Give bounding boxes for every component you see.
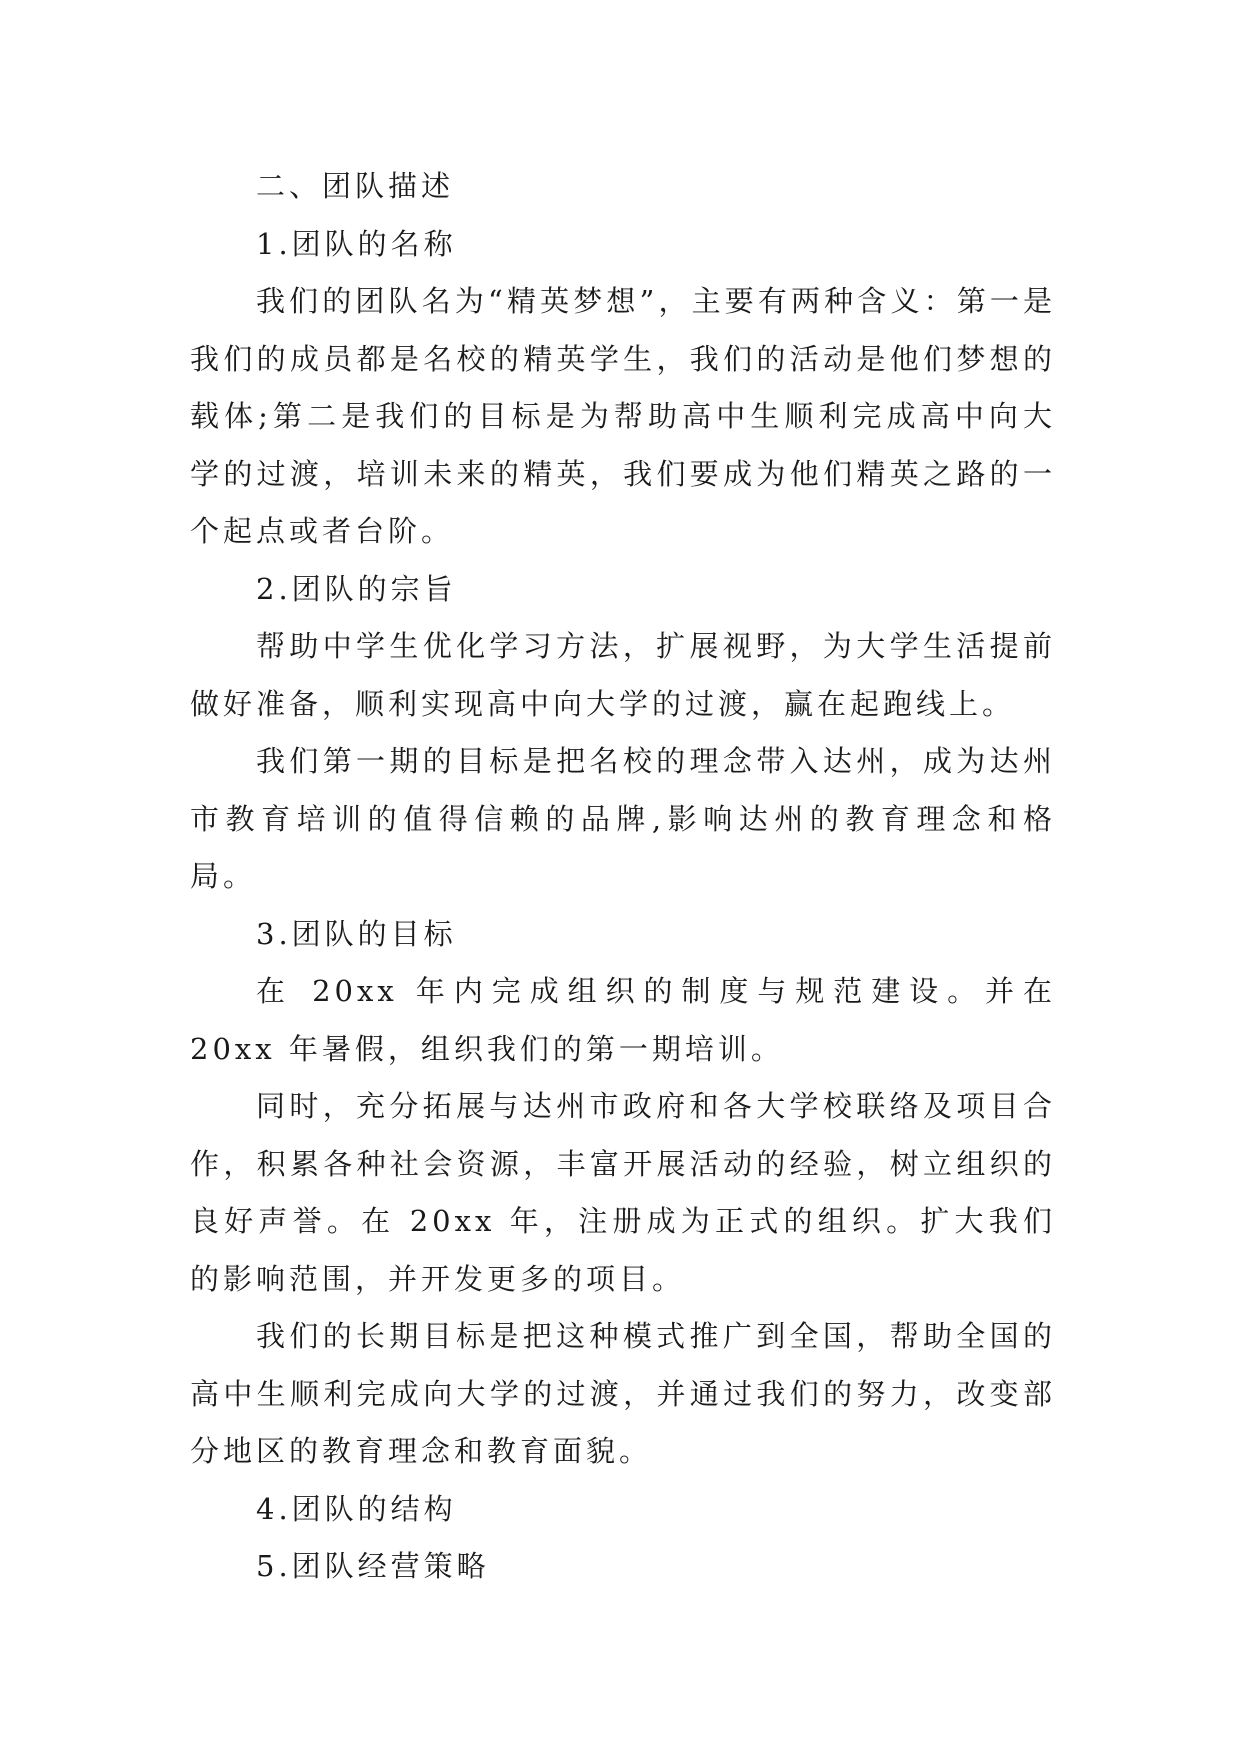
subsection-heading: 1.团队的名称	[256, 226, 457, 261]
subsection-heading: 2.团队的宗旨	[256, 571, 457, 606]
subsection-heading: 5.团队经营策略	[256, 1549, 490, 1583]
body-paragraph: 帮助中学生优化学习方法，扩展视野，为大学生活提前做好准备，顺利实现高中向大学的过渡，赢在起跑线上。	[190, 629, 1056, 721]
body-paragraph: 我们的团队名为“精英梦想”，主要有两种含义：第一是我们的成员都是名校的精英学生，我们的活动是他们梦想的载体;第二是我们的目标是为帮助高中生顺利完成高中向大学的过渡，培训未来的精英，我们要成为他们精英之路的一个起点或者台阶。	[190, 284, 1056, 548]
section-heading: 二、团队描述	[256, 169, 455, 203]
subsection-heading: 3.团队的目标	[256, 916, 457, 951]
body-paragraph: 同时，充分拓展与达州市政府和各大学校联络及项目合作，积累各种社会资源，丰富开展活动的经验，树立组织的良好声誉。在 20xx 年，注册成为正式的组织。扩大我们的影响范围，并开发更多的项目。	[190, 1089, 1056, 1296]
document-body	[190, 158, 1056, 1596]
body-paragraph: 我们的长期目标是把这种模式推广到全国，帮助全国的高中生顺利完成向大学的过渡，并通过我们的努力，改变部分地区的教育理念和教育面貌。	[190, 1319, 1056, 1468]
body-paragraph: 我们第一期的目标是把名校的理念带入达州，成为达州市教育培训的值得信赖的品牌,影响达州的教育理念和格局。	[190, 744, 1056, 893]
body-paragraph: 在 20xx 年内完成组织的制度与规范建设。并在 20xx 年暑假，组织我们的第一期培训。	[190, 974, 1056, 1066]
subsection-heading: 4.团队的结构	[256, 1491, 457, 1526]
